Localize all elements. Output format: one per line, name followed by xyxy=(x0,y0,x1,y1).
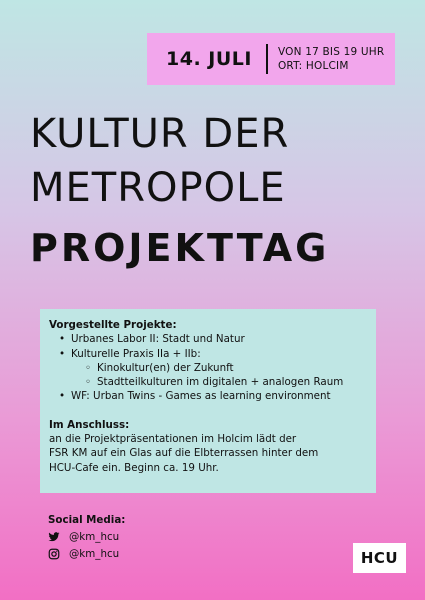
title-projekttag: PROJEKTTAG xyxy=(30,226,330,270)
event-location: ORT: HOLCIM xyxy=(277,60,349,72)
instagram-row[interactable] xyxy=(48,545,125,562)
social-heading: Social Media: xyxy=(48,514,126,526)
event-date: 14. JULI xyxy=(166,48,252,70)
date-divider xyxy=(266,44,268,74)
list-item: ◦ Kinokultur(en) der Zukunft xyxy=(49,361,376,375)
list-item: • WF: Urban Twins - Games as learning environment xyxy=(49,389,376,403)
event-time: VON 17 BIS 19 UHR xyxy=(277,46,385,58)
list-item: • Urbanes Labor II: Stadt und Natur xyxy=(49,332,376,346)
afterwards-line: FSR KM auf ein Glas auf die Elbterrassen hinter dem xyxy=(49,447,319,460)
event-time-location xyxy=(278,45,384,73)
afterwards-line: an die Projektpräsentationen im Holcim lädt der xyxy=(49,433,297,446)
date-banner xyxy=(147,33,395,85)
twitter-icon xyxy=(48,531,60,543)
instagram-icon xyxy=(48,548,60,560)
title-line-1: KULTUR DER xyxy=(30,111,290,157)
instagram-handle[interactable]: @km_hcu xyxy=(69,547,120,560)
projects-heading: Vorgestellte Projekte: xyxy=(49,319,177,331)
list-item: • Kulturelle Praxis IIa + IIb: xyxy=(49,347,376,361)
social-media-section xyxy=(48,513,125,562)
info-box xyxy=(40,309,376,493)
afterwards-heading: Im Anschluss: xyxy=(49,418,130,431)
list-item: ◦ Stadtteilkulturen im digitalen + analogen Raum xyxy=(49,375,376,389)
afterwards-line: HCU-Cafe ein. Beginn ca. 19 Uhr. xyxy=(49,461,219,474)
title-line-2: METROPOLE xyxy=(30,165,286,211)
projects-list xyxy=(49,332,376,403)
twitter-row[interactable] xyxy=(48,528,125,545)
twitter-handle[interactable]: @km_hcu xyxy=(69,530,120,543)
hcu-logo: HCU xyxy=(353,543,406,573)
